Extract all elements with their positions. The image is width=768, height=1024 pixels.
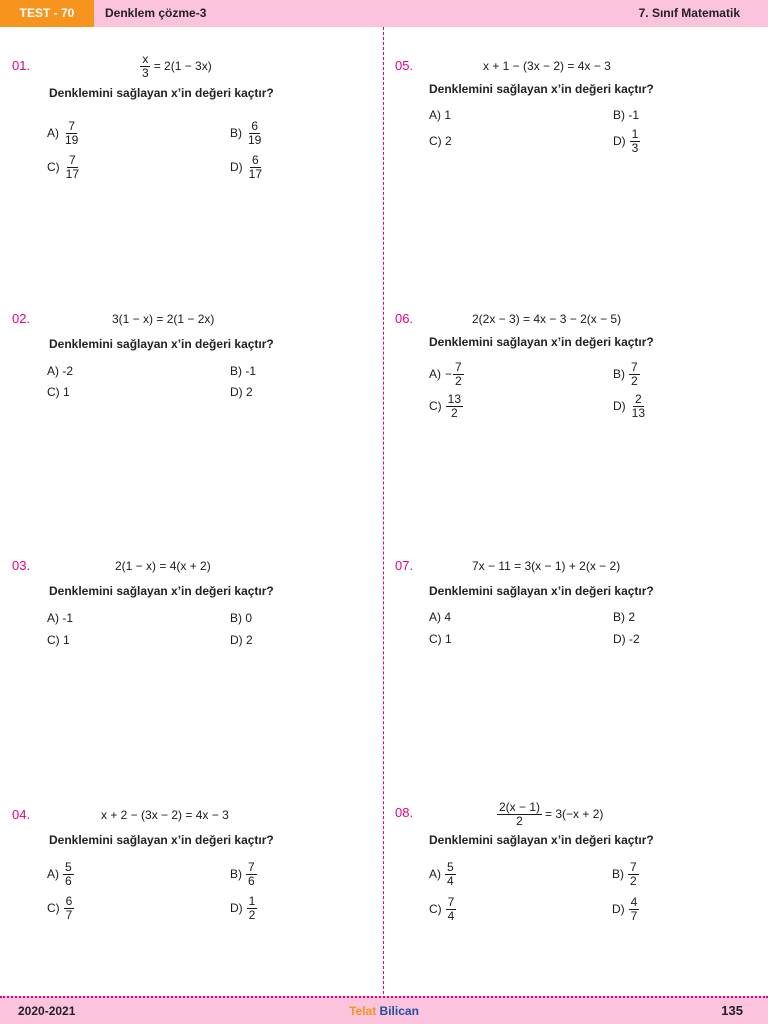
- option-b[interactable]: B) $\frac{6}{19}$: [230, 118, 262, 147]
- question-08: [395, 799, 735, 1005]
- option-d[interactable]: D) $\frac{6}{17}$: [230, 152, 263, 181]
- option-b[interactable]: B) 2: [613, 610, 636, 624]
- question-number: 08.: [395, 805, 414, 820]
- option-c[interactable]: C) 1: [429, 632, 452, 646]
- option-a[interactable]: A) − $\frac{7}{2}$: [429, 359, 462, 388]
- question-number: 02.: [12, 311, 31, 326]
- option-d[interactable]: D) $\frac{1}{2}$: [230, 893, 256, 922]
- question-06: [395, 311, 735, 511]
- option-b[interactable]: B) 0: [230, 611, 253, 625]
- option-a[interactable]: A) $\frac{5}{4}$: [429, 859, 454, 888]
- option-c[interactable]: C) 1: [47, 385, 70, 399]
- question-prompt: Denklemini sağlayan x’in değeri kaçtır?: [429, 82, 654, 96]
- question-prompt: Denklemini sağlayan x’in değeri kaçtır?: [49, 86, 274, 100]
- question-prompt: Denklemini sağlayan x’in değeri kaçtır?: [429, 335, 654, 349]
- equation: 7x − 11 = 3(x − 1) + 2(x − 2): [472, 559, 621, 573]
- option-b[interactable]: B) $\frac{7}{2}$: [613, 359, 638, 388]
- question-prompt: Denklemini sağlayan x’in değeri kaçtır?: [429, 833, 654, 847]
- option-a[interactable]: A) -1: [47, 611, 74, 625]
- option-d[interactable]: D) -2: [613, 632, 640, 646]
- page-footer: [0, 996, 768, 1024]
- option-d[interactable]: D) $\frac{2}{13}$: [613, 391, 646, 420]
- option-b[interactable]: B) -1: [613, 108, 640, 122]
- option-c[interactable]: C) 1: [47, 633, 70, 647]
- question-prompt: Denklemini sağlayan x’in değeri kaçtır?: [49, 833, 274, 847]
- option-c[interactable]: C) $\frac{7}{4}$: [429, 894, 455, 923]
- question-number: 04.: [12, 807, 31, 822]
- worksheet-title: Denklem çözme-3: [105, 6, 207, 20]
- equation: x + 2 − (3x − 2) = 4x − 3: [101, 808, 229, 822]
- equation: 2(1 − x) = 4(x + 2): [115, 559, 211, 573]
- question-05: [395, 58, 735, 258]
- option-a[interactable]: A) 1: [429, 108, 452, 122]
- page-number: 135: [721, 1003, 743, 1018]
- equation-fraction: $\frac{2(x - 1)}{2}$: [499, 799, 541, 828]
- option-b[interactable]: B) -1: [230, 364, 257, 378]
- equation-fraction: $\frac{x}{3}$: [142, 51, 149, 80]
- author-name: Telat Bilican: [349, 1004, 419, 1018]
- equation: $\frac{2(x - 1)}{2}$ = 3(−x + 2): [499, 799, 604, 828]
- question-prompt: Denklemini sağlayan x’in değeri kaçtır?: [429, 584, 654, 598]
- column-divider: [383, 27, 384, 994]
- question-number: 07.: [395, 558, 414, 573]
- option-a[interactable]: A) $\frac{5}{6}$: [47, 859, 72, 888]
- page-header: [0, 0, 768, 27]
- subject-label: 7. Sınıf Matematik: [638, 6, 740, 20]
- option-a[interactable]: A) 4: [429, 610, 452, 624]
- option-d[interactable]: D) 2: [230, 633, 253, 647]
- question-number: 05.: [395, 58, 414, 73]
- equation: 2(2x − 3) = 4x − 3 − 2(x − 5): [472, 312, 622, 326]
- option-c[interactable]: C) $\frac{7}{17}$: [47, 152, 80, 181]
- question-number: 01.: [12, 58, 31, 73]
- option-c[interactable]: C) $\frac{6}{7}$: [47, 893, 73, 922]
- option-d[interactable]: D) 2: [230, 385, 253, 399]
- option-b[interactable]: B) $\frac{7}{2}$: [612, 859, 637, 888]
- equation: $\frac{x}{3}$ = 2(1 − 3x): [142, 51, 212, 80]
- question-01: [12, 51, 352, 258]
- equation: x + 1 − (3x − 2) = 4x − 3: [483, 59, 611, 73]
- option-d[interactable]: D) $\frac{1}{3}$: [613, 126, 639, 155]
- option-c[interactable]: C) $\frac{13}{2}$: [429, 391, 462, 420]
- question-number: 06.: [395, 311, 414, 326]
- option-d[interactable]: D) $\frac{4}{7}$: [612, 894, 638, 923]
- question-number: 03.: [12, 558, 31, 573]
- question-prompt: Denklemini sağlayan x’in değeri kaçtır?: [49, 337, 274, 351]
- question-03: [12, 558, 352, 758]
- question-04: [12, 807, 352, 1007]
- option-a[interactable]: A) -2: [47, 364, 74, 378]
- school-year: 2020-2021: [18, 1004, 76, 1018]
- question-prompt: Denklemini sağlayan x’in değeri kaçtır?: [49, 584, 274, 598]
- test-number-badge: TEST - 70: [0, 0, 94, 27]
- question-07: [395, 558, 735, 758]
- equation: 3(1 − x) = 2(1 − 2x): [112, 312, 215, 326]
- option-c[interactable]: C) 2: [429, 134, 452, 148]
- option-a[interactable]: A) $\frac{7}{19}$: [47, 118, 79, 147]
- option-b[interactable]: B) $\frac{7}{6}$: [230, 859, 255, 888]
- question-02: [12, 311, 352, 511]
